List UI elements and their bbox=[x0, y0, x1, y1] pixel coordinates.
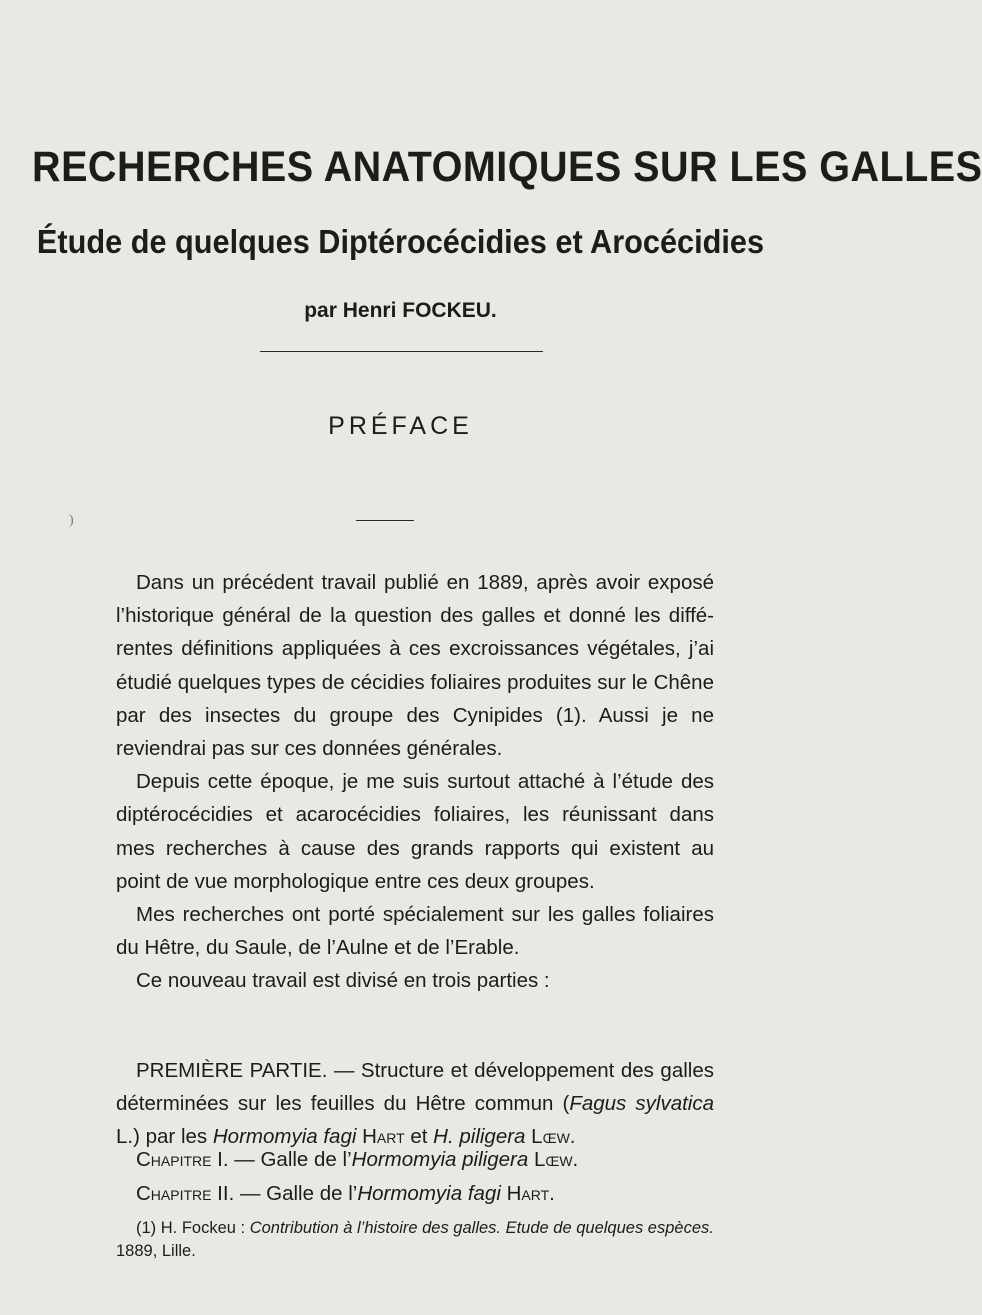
paragraph-4: Ce nouveau travail est divisé en trois parties : bbox=[136, 969, 550, 993]
species-name: Hormomyia fagi bbox=[357, 1182, 501, 1205]
paragraph-1: Dans un précédent travail publié en 1889, après avoir exposé l’historique général de la question des galles et donné les diffé- rentes définitions appliquées à ces excroissances végétales, j’ai étudié quelques types de cécidies foliaires produites sur le Chêne par des insectes du groupe des Cynipides (1). Aussi je ne reviendrai pas sur ces données générales. bbox=[116, 571, 714, 761]
footnote-title: Contribution à l’histoire des galles. Etude de quelques espèces. bbox=[249, 1219, 714, 1237]
part-one-paragraph: PREMIÈRE PARTIE. — Structure et développement des galles déterminées sur les feuilles du Hêtre commun (Fagus sylvatica L.) par les Hormomyia fagi Hart et H. piligera Lœw. bbox=[116, 1059, 715, 1149]
chapter-label: Chapitre I. bbox=[136, 1148, 229, 1171]
preface-divider bbox=[356, 520, 414, 521]
footnote bbox=[116, 1217, 716, 1263]
paragraph-2: Depuis cette époque, je me suis surtout attaché à l’étude des diptérocécidies et acarocécidies foliaires, les réunissant dans mes recherches à cause des grands rapports qui existent au point de vue morphologique entre ces deux groupes. bbox=[116, 770, 714, 893]
species-name: Fagus sylvatica bbox=[569, 1092, 715, 1116]
paragraph-3: Mes recherches ont porté spécialement sur les galles foliaires du Hêtre, du Saule, de l’Aulne et de l’Erable. bbox=[116, 903, 714, 960]
margin-mark: ) bbox=[69, 513, 74, 528]
main-title: RECHERCHES ANATOMIQUES SUR LES GALLES bbox=[32, 143, 982, 191]
chapter-label: Chapitre II. bbox=[136, 1182, 235, 1205]
chapter-2-line: Chapitre II. — Galle de l’Hormomyia fagi Hart. bbox=[136, 1182, 555, 1205]
chapter-1-line: Chapitre I. — Galle de l’Hormomyia piligera Lœw. bbox=[136, 1148, 579, 1171]
preface-body bbox=[116, 566, 714, 998]
footnote-year-place: 1889, Lille. bbox=[116, 1242, 196, 1260]
genus-name: H. piligera bbox=[433, 1125, 526, 1149]
sub-title: Étude de quelques Diptérocécidies et Arocécidies bbox=[36, 223, 765, 260]
preface-heading: PRÉFACE bbox=[328, 412, 473, 440]
genus-name: Hormomyia fagi bbox=[212, 1125, 357, 1149]
part-one-description bbox=[116, 1054, 714, 1154]
footnote-marker: (1) H. Fockeu : bbox=[136, 1219, 250, 1237]
title-divider bbox=[260, 351, 543, 352]
part-one-label: PREMIÈRE PARTIE. bbox=[136, 1059, 328, 1082]
author-line: par Henri FOCKEU. bbox=[304, 299, 497, 322]
species-name: Hormomyia piligera bbox=[351, 1148, 529, 1171]
